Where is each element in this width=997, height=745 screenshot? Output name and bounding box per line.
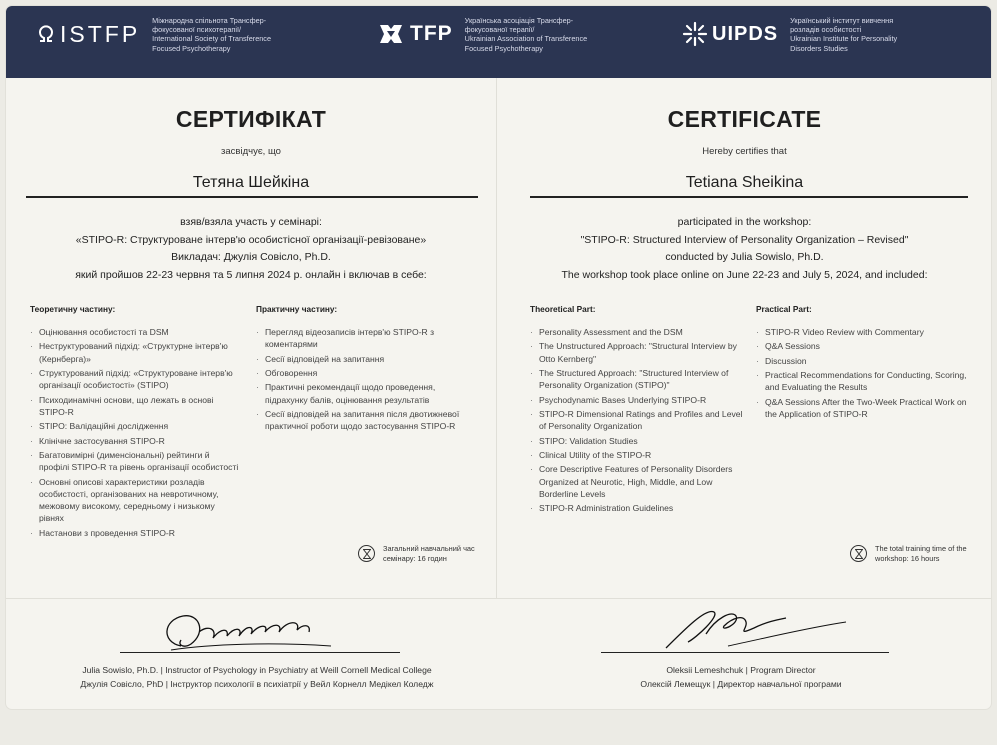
certifies-text: Hereby certifies that — [702, 146, 787, 157]
istfp-line: International Society of Transference — [152, 34, 272, 44]
intro-line: "STIPO-R: Structured Interview of Personality Organization – Revised" — [580, 233, 909, 246]
signature-image-lemeshchuk — [636, 598, 856, 654]
list-item: · Clinical Utility of the STIPO-R — [530, 449, 745, 461]
list-item: · The Structured Approach: "Structured Interview of Personality Organization (STIPO)" — [530, 367, 745, 391]
uipds-logo — [682, 21, 778, 47]
theory-list — [30, 326, 240, 541]
tfp-org — [378, 16, 587, 53]
hourglass-icon — [850, 545, 867, 562]
list-item: · Основні описові характеристики розладів особистості, організованих на невротичному, межовому високому, середньому і низькому рівнях — [30, 476, 240, 525]
list-item: · Сесії відповідей на запитання після двотижневої практичної роботи щодо застосування STIPO-R — [256, 408, 471, 432]
list-item: · Сесії відповідей на запитання — [256, 353, 471, 365]
list-item: · STIPO-R Dimensional Ratings and Profiles and Level of Personality Organization — [530, 408, 745, 432]
total-time-text: Загальний навчальний час семінару: 16 годин — [383, 544, 475, 563]
workshop-intro — [6, 214, 496, 284]
certifies-text: засвідчує, що — [221, 146, 281, 157]
workshop-intro — [498, 214, 991, 284]
signer-title-en: Oleksii Lemeshchuk | Program Director — [666, 665, 816, 675]
certificate-english — [498, 78, 991, 598]
list-item: · The Unstructured Approach: "Structural Interview by Otto Kernberg" — [530, 340, 745, 364]
practice-list — [756, 326, 971, 422]
istfp-omega-icon — [36, 24, 56, 44]
istfp-logo-text: ISTFP — [60, 20, 141, 47]
signature-line — [601, 652, 889, 653]
list-item: · Discussion — [756, 355, 971, 367]
recipient-name: Tetiana Sheikina — [685, 174, 804, 191]
signature-caption — [506, 663, 976, 691]
list-item: · Клінічне застосування STIPO-R — [30, 435, 240, 447]
list-item: · Психодинамічні основи, що лежать в основі STIPO-R — [30, 394, 240, 418]
list-item: · Настанови з проведення STIPO-R — [30, 527, 240, 539]
intro-line: The workshop took place online on June 22-23 and July 5, 2024, and included: — [561, 268, 928, 281]
tfp-line: фокусованої терапії/ — [464, 25, 535, 35]
theory-heading: Theoretical Part: — [530, 304, 596, 314]
signature-caption — [26, 663, 488, 691]
istfp-org — [36, 16, 271, 53]
uipds-description — [790, 16, 897, 53]
hourglass-icon — [358, 545, 375, 562]
list-item: · Practical Recommendations for Conducting, Scoring, and Evaluating the Results — [756, 369, 971, 393]
tfp-line: Українська асоціація Трансфер- — [464, 16, 574, 25]
intro-line: conducted by Julia Sowislo, Ph.D. — [665, 251, 824, 263]
certificate-title: CERTIFICATE — [667, 106, 822, 132]
intro-line: «STIPO-R: Структуроване інтерв'ю особистісної організації-ревізоване» — [75, 233, 427, 246]
list-item: · Core Descriptive Features of Personality Disorders Organized at Neurotic, High, Middle, and Low Borderline Levels — [530, 463, 745, 500]
tfp-logo — [378, 22, 453, 46]
uipds-logo-text: UIPDS — [712, 22, 779, 45]
practice-list — [256, 326, 471, 435]
tfp-description — [465, 16, 588, 53]
theory-heading: Теоретичну частину: — [30, 304, 116, 314]
istfp-line: Міжнародна спільнота Трансфер- — [152, 16, 267, 25]
intro-line: який пройшов 22-23 червня та 5 липня 2024 р. онлайн і включав в себе: — [75, 268, 427, 281]
column-divider — [496, 78, 497, 598]
list-item: · Personality Assessment and the DSM — [530, 326, 745, 338]
list-item: · Неструктурований підхід: «Структурне інтерв'ю (Кернберга)» — [30, 340, 240, 364]
list-item: · Q&A Sessions After the Two-Week Practical Work on the Application of STIPO-R — [756, 396, 971, 420]
list-item: · Структурований підхід: «Структуроване інтерв'ю організації особистості» (STIPO) — [30, 367, 240, 391]
uipds-star-icon — [682, 21, 708, 47]
signer-title-en: Julia Sowislo, Ph.D. | Instructor of Psychology in Psychiatry at Weill Cornell Medical College — [82, 665, 432, 675]
name-underline — [26, 196, 478, 198]
name-underline — [530, 196, 968, 198]
practice-heading: Practical Part: — [756, 304, 812, 314]
istfp-line: Focused Psychotherapy — [152, 43, 231, 53]
list-item: · Psychodynamic Bases Underlying STIPO-R — [530, 394, 745, 406]
istfp-logo — [36, 21, 140, 48]
tfp-logo-text: TFP — [410, 22, 453, 46]
list-item: · Практичні рекомендації щодо проведення, підрахунку балів, оцінювання результатів — [256, 381, 471, 405]
tfp-emblem-icon — [378, 22, 404, 46]
istfp-description — [152, 16, 271, 53]
header-banner — [6, 6, 991, 78]
theory-list — [530, 326, 745, 517]
uipds-line: Ukrainian Institute for Personality — [790, 34, 898, 44]
total-time — [358, 544, 475, 563]
list-item: · STIPO: Validation Studies — [530, 435, 745, 447]
list-item: · Перегляд відеозаписів інтерв'ю STIPO-R з коментарями — [256, 326, 471, 350]
practice-heading: Практичну частину: — [256, 304, 338, 314]
signer-title-uk: Джулія Совісло, PhD | Інструктор психології в психіатрії у Вейл Корнелл Медікел Коледж — [80, 679, 434, 689]
total-time-text: The total training time of the workshop: 16 hours — [875, 544, 967, 563]
intro-line: Викладач: Джулія Совісло, Ph.D. — [171, 251, 331, 263]
signature-image-sowislo — [151, 602, 371, 654]
signature-line — [120, 652, 400, 653]
uipds-line: розладів особистості — [790, 25, 862, 35]
tfp-line: Focused Psychotherapy — [464, 43, 543, 53]
list-item: · Оцінювання особистості та DSM — [30, 326, 240, 338]
list-item: · STIPO-R Administration Guidelines — [530, 502, 745, 514]
certificate-sheet — [6, 6, 991, 709]
certificate-ukrainian — [6, 78, 496, 598]
list-item: · STIPO-R Video Review with Commentary — [756, 326, 971, 338]
tfp-line: Ukrainian Association of Transference — [464, 34, 588, 44]
list-item: · Q&A Sessions — [756, 340, 971, 352]
list-item: · Багатовимірні (дименсіональні) рейтинги й профілі STIPO-R та рівень організації особистості — [30, 449, 240, 473]
signer-title-uk: Олексій Лемещук | Директор навчальної програми — [640, 679, 842, 689]
istfp-line: фокусованої психотерапії/ — [152, 25, 242, 35]
certificate-title: СЕРТИФІКАТ — [175, 106, 327, 132]
uipds-line: Disorders Studies — [790, 43, 848, 53]
total-time — [850, 544, 967, 563]
uipds-org — [682, 16, 897, 53]
intro-line: взяв/взяла участь у семінарі: — [180, 216, 322, 228]
intro-line: participated in the workshop: — [677, 216, 812, 228]
list-item: · STIPO: Валідаційні дослідження — [30, 420, 240, 432]
recipient-name: Тетяна Шейкіна — [192, 174, 310, 191]
uipds-line: Український інститут вивчення — [790, 16, 894, 25]
list-item: · Обговорення — [256, 367, 471, 379]
